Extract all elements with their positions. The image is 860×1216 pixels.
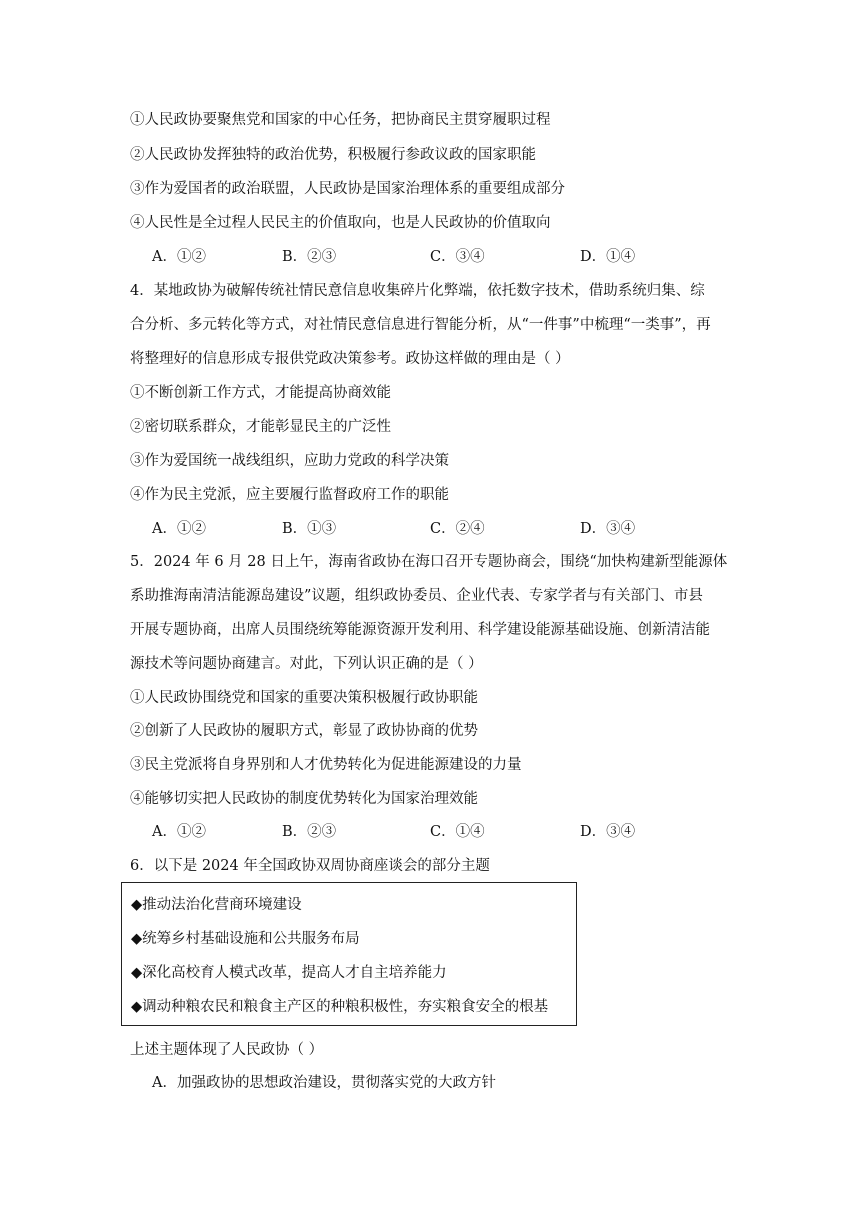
q6-topic-1: ◆推动法治化营商环境建设 <box>131 897 302 913</box>
q5-item-3: ③民主党派将自身界别和人才优势转化为促进能源建设的力量 <box>130 757 522 773</box>
q4-option-b: B．①③ <box>282 521 337 537</box>
q5-stem-line-2: 系助推海南清洁能源岛建设”议题，组织政协委员、企业代表、专家学者与有关部门、市县 <box>130 588 703 604</box>
q4-item-1: ①不断创新工作方式，才能提高协商效能 <box>130 385 391 401</box>
q5-stem-line-1: 5．2024 年 6 月 28 日上午，海南省政协在海口召开专题协商会，围绕“加快构建新型能源体 <box>130 554 728 570</box>
q5-item-1: ①人民政协围绕党和国家的重要决策积极履行政协职能 <box>130 690 478 706</box>
q6-topic-box <box>121 882 577 1026</box>
q4-option-d: D．③④ <box>580 521 636 537</box>
q3-item-2: ②人民政协发挥独特的政治优势，积极履行参政议政的国家职能 <box>130 147 536 163</box>
q6-stem: 6．以下是 2024 年全国政协双周协商座谈会的部分主题 <box>130 858 490 874</box>
q4-item-2: ②密切联系群众，才能彰显民主的广泛性 <box>130 419 391 435</box>
q4-option-c: C．②④ <box>430 521 485 537</box>
q5-option-c: C．①④ <box>430 824 485 840</box>
q3-option-b: B．②③ <box>282 249 337 265</box>
q4-item-4: ④作为民主党派，应主要履行监督政府工作的职能 <box>130 487 449 503</box>
q3-item-1: ①人民政协要聚焦党和国家的中心任务，把协商民主贯穿履职过程 <box>130 112 551 128</box>
q6-topic-4: ◆调动种粮农民和粮食主产区的种粮积极性，夯实粮食安全的根基 <box>131 999 549 1015</box>
q6-option-a: A．加强政协的思想政治建设，贯彻落实党的大政方针 <box>152 1075 496 1091</box>
q3-item-4: ④人民性是全过程人民民主的价值取向，也是人民政协的价值取向 <box>130 215 551 231</box>
q4-stem-line-2: 合分析、多元转化等方式，对社情民意信息进行智能分析，从“一件事”中梳理“一类事”，再 <box>130 317 711 333</box>
q4-item-3: ③作为爱国统一战线组织，应助力党政的科学决策 <box>130 453 449 469</box>
q5-option-a: A．①② <box>152 824 206 840</box>
q3-item-3: ③作为爱国者的政治联盟，人民政协是国家治理体系的重要组成部分 <box>130 181 565 197</box>
q5-item-4: ④能够切实把人民政协的制度优势转化为国家治理效能 <box>130 791 478 807</box>
q4-option-a: A．①② <box>152 521 206 537</box>
q6-topic-3: ◆深化高校育人模式改革，提高人才自主培养能力 <box>131 965 447 981</box>
q5-stem-line-4: 源技术等问题协商建言。对此，下列认识正确的是（ ） <box>130 656 483 672</box>
q5-item-2: ②创新了人民政协的履职方式，彰显了政协协商的优势 <box>130 723 478 739</box>
q6-topic-2: ◆统筹乡村基础设施和公共服务布局 <box>131 931 360 947</box>
q3-option-c: C．③④ <box>430 249 485 265</box>
q3-option-d: D．①④ <box>580 249 636 265</box>
q3-option-a: A．①② <box>152 249 206 265</box>
q4-stem-line-1: 4．某地政协为破解传统社情民意信息收集碎片化弊端，依托数字技术，借助系统归集、综 <box>130 283 705 299</box>
q5-stem-line-3: 开展专题协商，出席人员围绕统筹能源资源开发利用、科学建设能源基础设施、创新清洁能 <box>130 622 710 638</box>
q4-stem-line-3: 将整理好的信息形成专报供党政决策参考。政协这样做的理由是（ ） <box>130 351 570 367</box>
q5-option-b: B．②③ <box>282 824 337 840</box>
q5-option-d: D．③④ <box>580 824 636 840</box>
q6-question: 上述主题体现了人民政协（ ） <box>130 1042 324 1058</box>
